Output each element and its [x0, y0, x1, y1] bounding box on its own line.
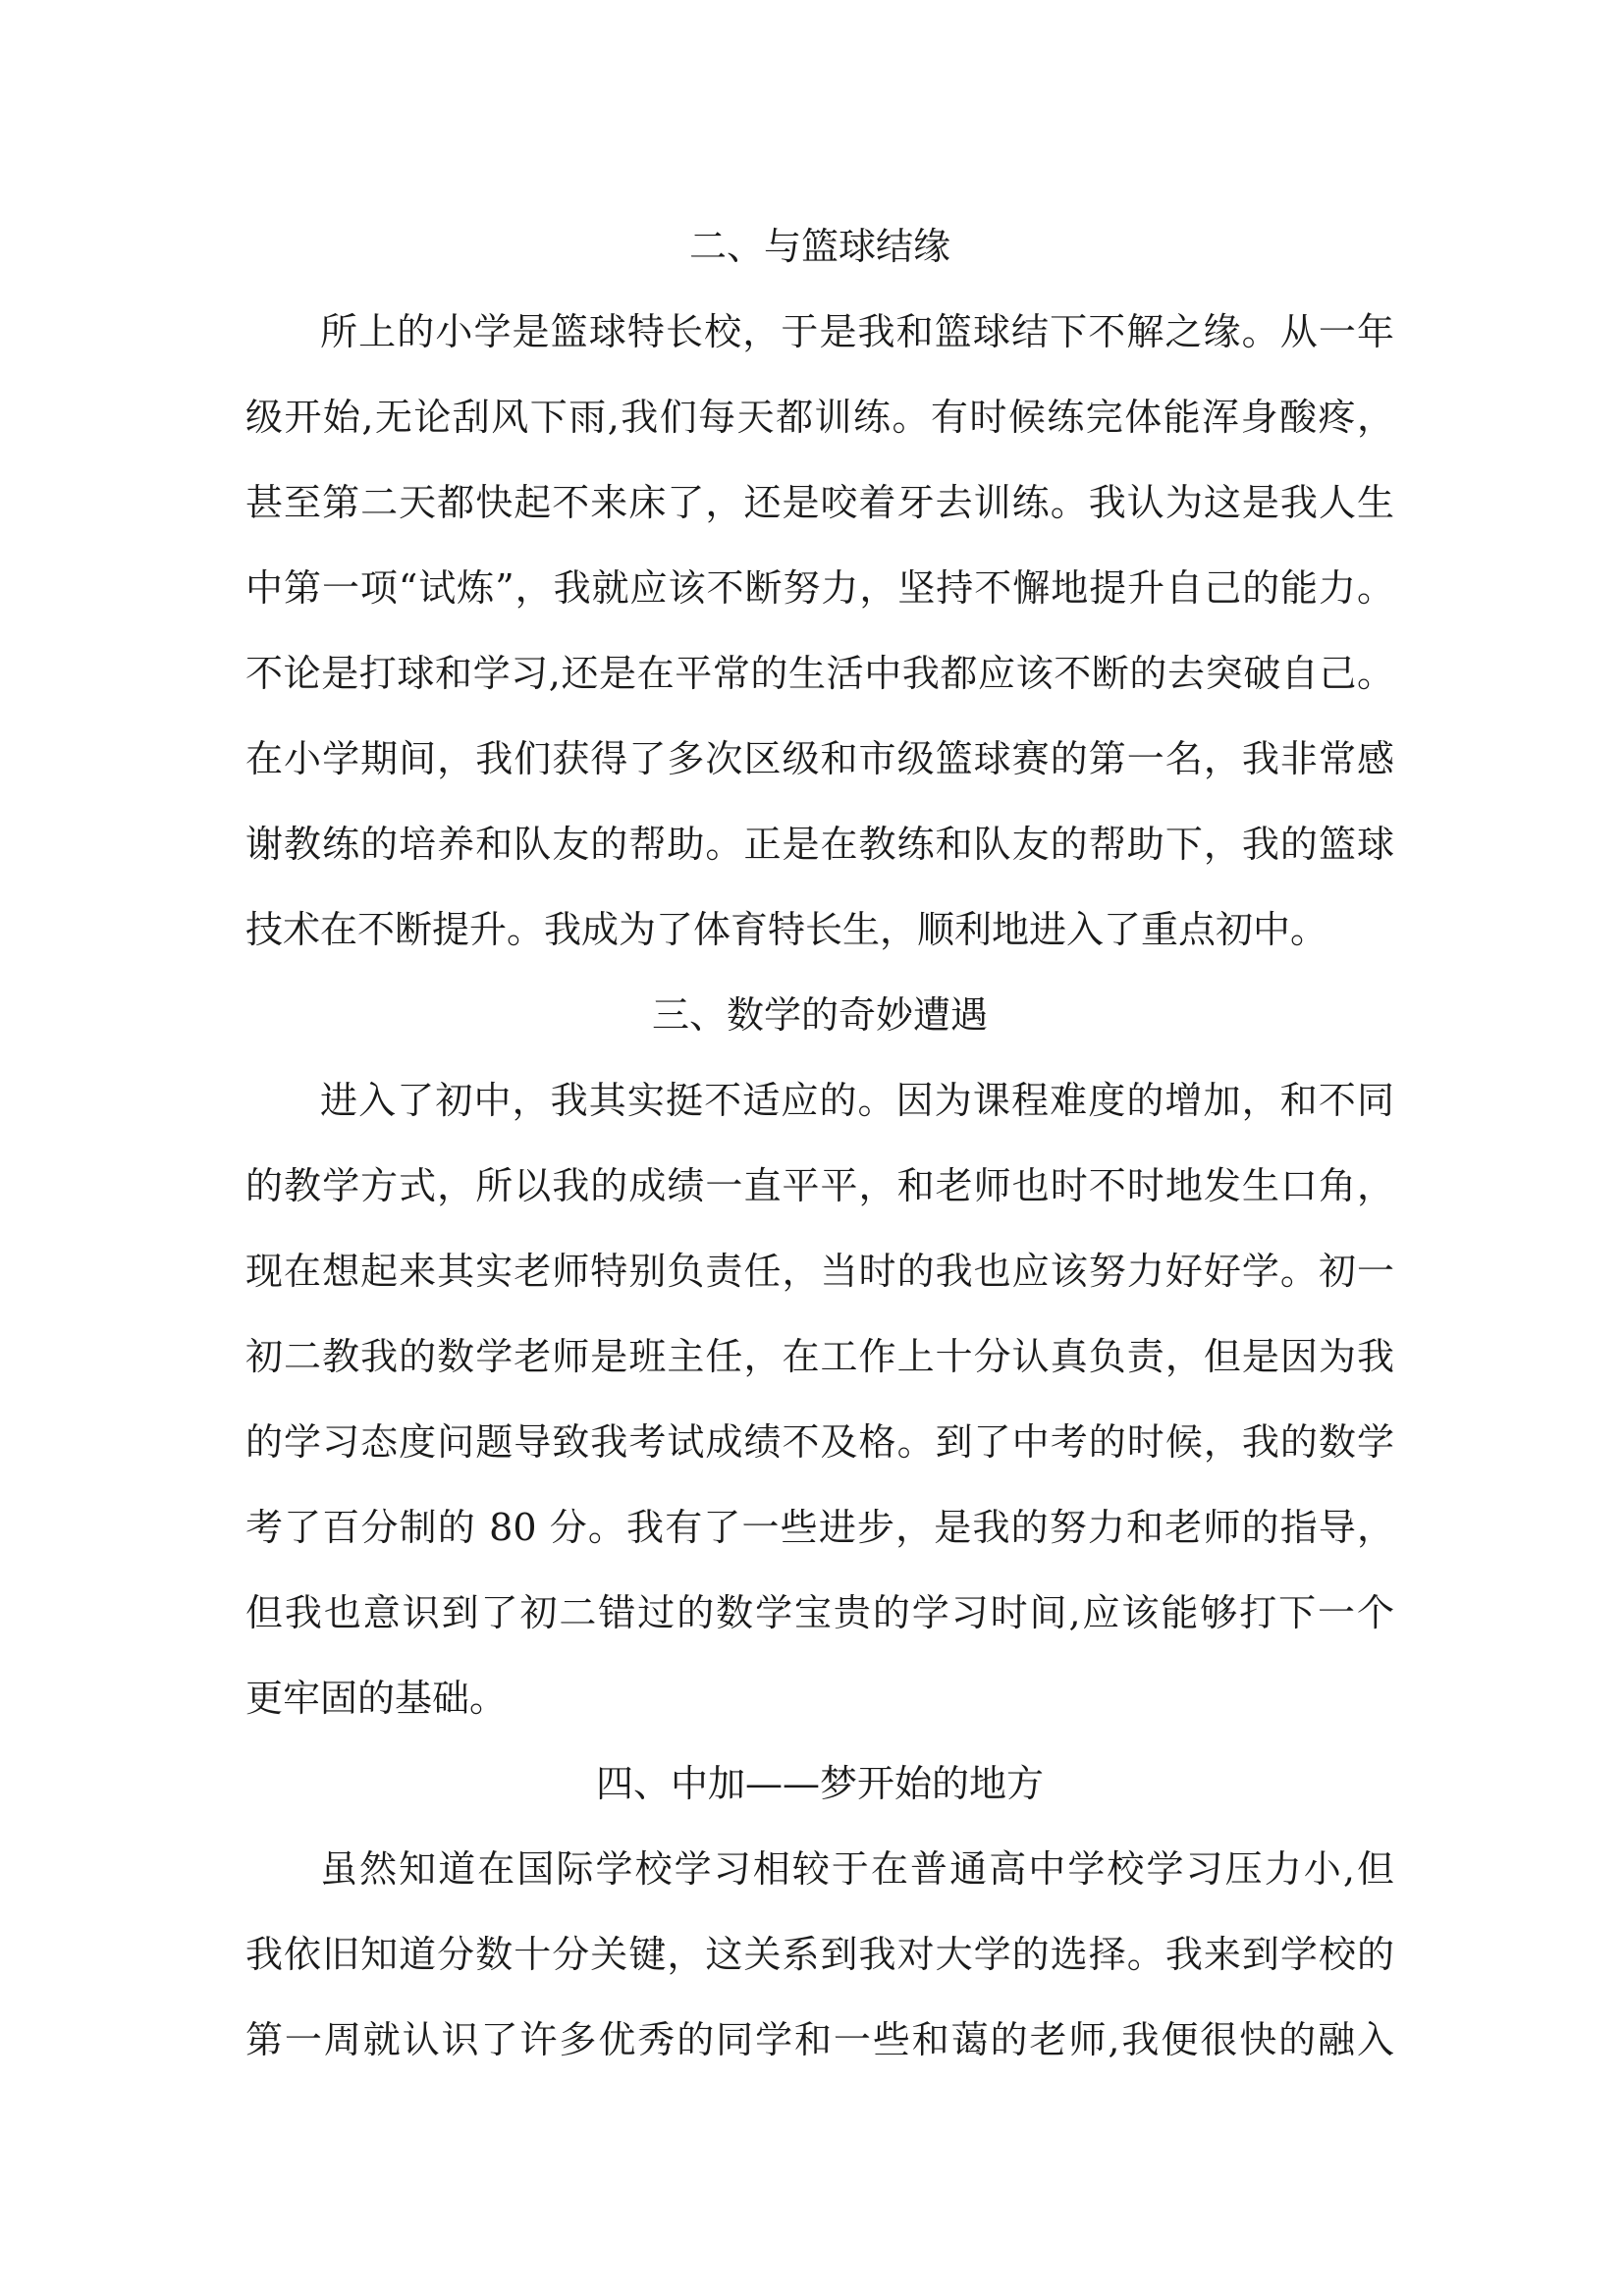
section-heading: 三、数学的奇妙遭遇	[651, 993, 988, 1037]
text-line: 所上的小学是篮球特长校，于是我和篮球结下不解之缘。从一年	[320, 310, 1394, 353]
paragraph	[245, 1827, 1394, 2083]
text-line: 在小学期间，我们获得了多次区级和市级篮球赛的第一名，我非常感	[245, 737, 1394, 780]
document-body	[245, 204, 1394, 2083]
text-line: 但我也意识到了初二错过的数学宝贵的学习时间,应该能够打下一个	[245, 1591, 1394, 1634]
text-line: 进入了初中，我其实挺不适应的。因为课程难度的增加，和不同	[320, 1079, 1394, 1122]
text-line: 更牢固的基础。	[245, 1677, 508, 1720]
text-line: 谢教练的培养和队友的帮助。正是在教练和队友的帮助下，我的篮球	[245, 823, 1394, 866]
text-line: 考了百分制的 80 分。我有了一些进步，是我的努力和老师的指导，	[245, 1506, 1394, 1549]
text-line: 虽然知道在国际学校学习相较于在普通高中学校学习压力小,但	[320, 1847, 1394, 1891]
text-line: 的教学方式，所以我的成绩一直平平，和老师也时不时地发生口角，	[245, 1164, 1394, 1207]
text-line: 甚至第二天都快起不来床了，还是咬着牙去训练。我认为这是我人生	[245, 481, 1394, 524]
section-heading: 二、与篮球结缘	[688, 225, 950, 268]
text-line: 技术在不断提升。我成为了体育特长生，顺利地进入了重点初中。	[245, 908, 1328, 951]
text-line: 现在想起来其实老师特别负责任，当时的我也应该努力好好学。初一	[245, 1250, 1394, 1293]
section-heading: 四、中加——梦开始的地方	[595, 1762, 1044, 1805]
text-line: 级开始,无论刮风下雨,我们每天都训练。有时候练完体能浑身酸疼，	[245, 396, 1394, 439]
text-line: 中第一项“试炼”，我就应该不断努力，坚持不懈地提升自己的能力。	[245, 566, 1394, 610]
text-line: 第一周就认识了许多优秀的同学和一些和蔼的老师,我便很快的融入	[245, 2018, 1394, 2061]
text-line: 初二教我的数学老师是班主任，在工作上十分认真负责，但是因为我	[245, 1335, 1394, 1378]
text-line: 不论是打球和学习,还是在平常的生活中我都应该不断的去突破自己。	[245, 652, 1394, 695]
paragraph	[245, 290, 1394, 973]
paragraph	[245, 1058, 1394, 1741]
text-line: 我依旧知道分数十分关键，这关系到我对大学的选择。我来到学校的	[245, 1933, 1394, 1976]
text-line: 的学习态度问题导致我考试成绩不及格。到了中考的时候，我的数学	[245, 1420, 1394, 1464]
